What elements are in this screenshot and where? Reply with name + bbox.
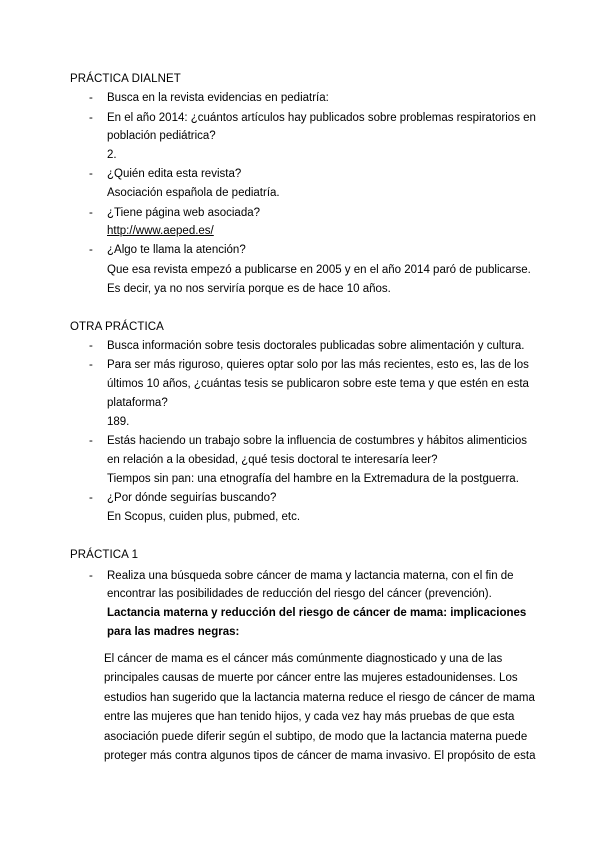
dialnet-question-2-line-2: población pediátrica? xyxy=(107,130,216,142)
abstract-line: proteger más contra algunos tipos de cáncer de mama invasivo. El propósito de esta xyxy=(104,750,536,762)
aeped-website-link[interactable]: http://www.aeped.es/ xyxy=(107,225,214,237)
abstract-line: estudios han sugerido que la lactancia materna reduce el riesgo de cáncer de mama xyxy=(104,692,535,704)
bullet-dash: - xyxy=(89,492,93,504)
otra-question-3-line-1: Estás haciendo un trabajo sobre la influencia de costumbres y hábitos alimenticios xyxy=(107,435,527,447)
bullet-dash: - xyxy=(89,570,93,582)
otra-question-4: ¿Por dónde seguirías buscando? xyxy=(107,492,277,504)
otra-answer-3: Tiempos sin pan: una etnografía del hambre en la Extremadura de la postguerra. xyxy=(107,473,519,485)
article-title-line-1: Lactancia materna y reducción del riesgo de cáncer de mama: implicaciones xyxy=(107,607,527,619)
dialnet-answer-5-line-1: Que esa revista empezó a publicarse en 2005 y en el año 2014 paró de publicarse. xyxy=(107,264,531,276)
abstract-line: asociación puede diferir según el subtipo, de modo que la lactancia materna puede xyxy=(104,731,528,743)
practica1-question-line-1: Realiza una búsqueda sobre cáncer de mama y lactancia materna, con el fin de xyxy=(107,570,514,582)
abstract-line: El cáncer de mama es el cáncer más comúnmente diagnosticado y una de las xyxy=(104,653,503,665)
otra-answer-4: En Scopus, cuiden plus, pubmed, etc. xyxy=(107,511,301,523)
bullet-dash: - xyxy=(89,168,93,180)
bullet-dash: - xyxy=(89,435,93,447)
otra-question-2-line-3: plataforma? xyxy=(107,397,168,409)
otra-answer-2: 189. xyxy=(107,416,130,428)
otra-question-2-line-1: Para ser más riguroso, quieres optar solo por las más recientes, esto es, las de los xyxy=(107,359,529,371)
section-title-dialnet: PRÁCTICA DIALNET xyxy=(70,73,181,85)
otra-question-2-line-2: últimos 10 años, ¿cuántas tesis se publicaron sobre este tema y que estén en esta xyxy=(107,378,529,390)
bullet-dash: - xyxy=(89,112,93,124)
dialnet-answer-3: Asociación española de pediatría. xyxy=(107,187,280,199)
abstract-line: principales causas de muerte por cáncer entre las mujeres estadounidenses. Los xyxy=(104,672,518,684)
practica1-question-line-2: encontrar las posibilidades de reducción del riesgo del cáncer (prevención). xyxy=(107,588,492,600)
dialnet-answer-2: 2. xyxy=(107,149,117,161)
dialnet-question-5: ¿Algo te llama la atención? xyxy=(107,244,246,256)
section-title-practica-1: PRÁCTICA 1 xyxy=(70,549,139,561)
bullet-dash: - xyxy=(89,359,93,371)
bullet-dash: - xyxy=(89,92,93,104)
dialnet-question-2-line-1: En el año 2014: ¿cuántos artículos hay publicados sobre problemas respiratorios en xyxy=(107,112,536,124)
section-title-otra: OTRA PRÁCTICA xyxy=(70,321,164,333)
bullet-dash: - xyxy=(89,340,93,352)
dialnet-answer-5-line-2: Es decir, ya no nos serviría porque es de hace 10 años. xyxy=(107,283,391,295)
dialnet-question-1: Busca en la revista evidencias en pediatría: xyxy=(107,92,329,104)
otra-question-1: Busca información sobre tesis doctorales publicadas sobre alimentación y cultura. xyxy=(107,340,525,352)
otra-question-3-line-2: en relación a la obesidad, ¿qué tesis doctoral te interesaría leer? xyxy=(107,454,438,466)
bullet-dash: - xyxy=(89,207,93,219)
dialnet-question-3: ¿Quién edita esta revista? xyxy=(107,168,242,180)
article-title-line-2: para las madres negras: xyxy=(107,626,240,638)
abstract-line: entre las mujeres que han tenido hijos, y cada vez hay más pruebas de que esta xyxy=(104,711,515,723)
bullet-dash: - xyxy=(89,244,93,256)
dialnet-question-4: ¿Tiene página web asociada? xyxy=(107,207,261,219)
